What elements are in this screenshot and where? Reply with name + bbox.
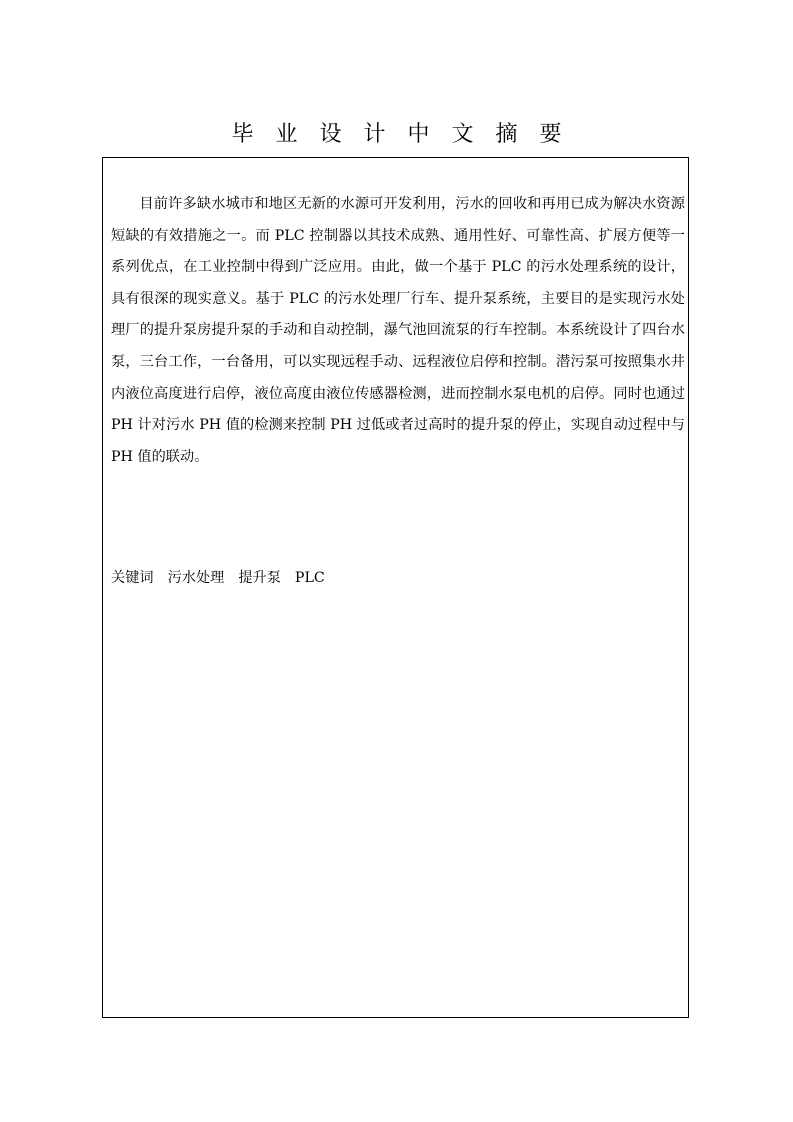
abstract-box <box>102 157 689 1018</box>
page-title: 毕业设计中文摘要 <box>231 122 584 147</box>
abstract-text: 目前许多缺水城市和地区无新的水源可开发利用，污水的回收和再用已成为解决水资源短缺的有效措施之一。而 PLC 控制器以其技术成熟、通用性好、可靠性高、扩展方便等一系列优点，在工业控制中得到广泛应用。由此，做一个基于 PLC 的污水处理系统的设计，具有很深的现实意义。基于 PLC 的污水处理厂行车、提升泵系统，主要目的是实现污水处理厂的提升泵房提升泵的手动和自动控制，瀑气池回流泵的行车控制。本系统设计了四台水泵，三台工作，一台备用，可以实现远程手动、远程液位启停和控制。潜污泵可按照集水井内液位高度进行启停，液位高度由液位传感器检测，进而控制水泵电机的启停。同时也通过 PH 计对污水 PH 值的检测来控制 PH 过低或者过高时的提升泵的停止，实现自动过程中与 PH 值的联动。 <box>111 196 685 465</box>
keyword-item: 提升泵 <box>238 570 281 586</box>
keyword-item: PLC <box>294 570 325 586</box>
keyword-item: 污水处理 <box>167 570 225 586</box>
keywords-label: 关键词 <box>111 570 154 586</box>
keywords-line <box>111 563 339 593</box>
